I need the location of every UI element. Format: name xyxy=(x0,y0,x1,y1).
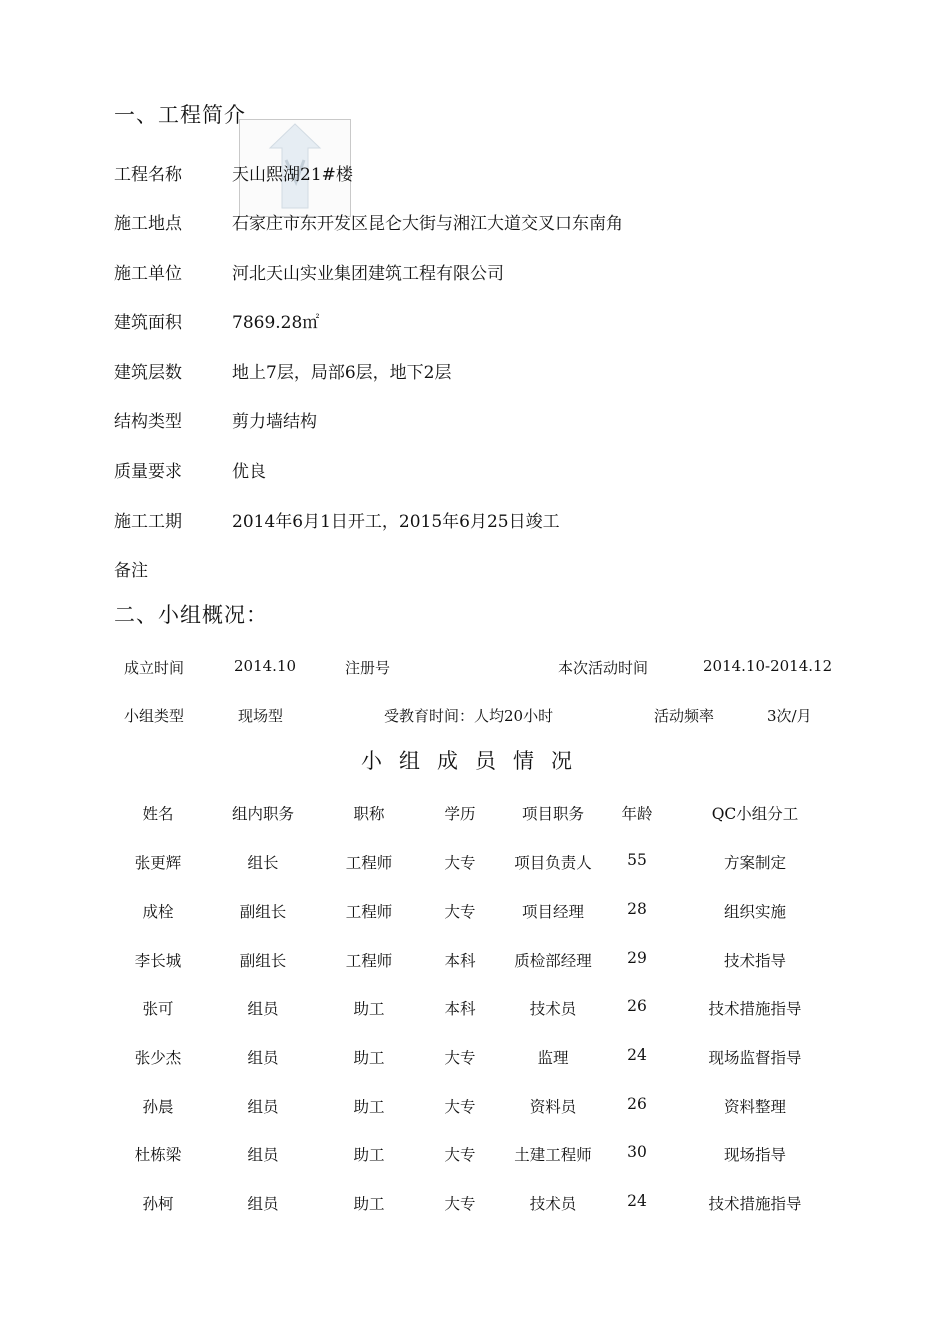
table-cell: 李长城 xyxy=(134,952,182,970)
table-cell: 项目经理 xyxy=(521,903,585,921)
header-cell: 项目职务 xyxy=(521,805,585,823)
table-cell: 组员 xyxy=(247,1146,279,1164)
table-cell: 组员 xyxy=(247,1098,279,1116)
table-cell: 本科 xyxy=(444,952,476,970)
info-value: 7869.28㎡ xyxy=(232,313,320,333)
table-cell: 组员 xyxy=(247,1049,279,1067)
header-cell: 年龄 xyxy=(621,805,653,823)
info-label: 工程名称 xyxy=(114,165,182,185)
section2-heading: 二、小组概况： xyxy=(114,603,268,627)
table-cell: 组长 xyxy=(247,854,279,872)
table-cell: 副组长 xyxy=(239,952,287,970)
table-cell: 质检部经理 xyxy=(514,952,592,970)
frequency-value: 3次/月 xyxy=(767,707,812,725)
table-cell: 资料整理 xyxy=(723,1098,787,1116)
table-row xyxy=(0,997,950,1023)
table-cell: 现场监督指导 xyxy=(708,1049,802,1067)
info-value: 天山熙湖21#楼 xyxy=(232,165,353,185)
table-cell: 工程师 xyxy=(345,952,393,970)
table-cell: 本科 xyxy=(444,1000,476,1018)
table-cell: 组员 xyxy=(247,1000,279,1018)
table-cell: 30 xyxy=(627,1143,647,1161)
table-cell: 方案制定 xyxy=(723,854,787,872)
info-value: 石家庄市东开发区昆仑大街与湘江大道交叉口东南角 xyxy=(232,214,623,234)
table-cell: 技术指导 xyxy=(723,952,787,970)
info-label: 建筑层数 xyxy=(114,363,182,383)
table-cell: 工程师 xyxy=(345,854,393,872)
table-cell: 大专 xyxy=(444,854,476,872)
activity-time-value: 2014.10-2014.12 xyxy=(703,657,833,675)
table-cell: 孙柯 xyxy=(142,1195,174,1213)
table-cell: 大专 xyxy=(444,1049,476,1067)
info-label: 质量要求 xyxy=(114,462,182,482)
group-type-value: 现场型 xyxy=(238,707,284,725)
table-cell: 技术措施指导 xyxy=(708,1000,802,1018)
table-row xyxy=(0,1046,950,1072)
table-cell: 组织实施 xyxy=(723,903,787,921)
table-cell: 张更辉 xyxy=(134,854,182,872)
table-cell: 24 xyxy=(627,1192,647,1210)
table-cell: 大专 xyxy=(444,1146,476,1164)
table-cell: 大专 xyxy=(444,903,476,921)
table-cell: 技术员 xyxy=(529,1195,577,1213)
info-label: 结构类型 xyxy=(114,412,182,432)
info-label: 施工单位 xyxy=(114,264,182,284)
table-cell: 助工 xyxy=(353,1098,385,1116)
members-header-row xyxy=(0,802,950,828)
table-cell: 助工 xyxy=(353,1049,385,1067)
table-cell: 55 xyxy=(627,851,647,869)
table-cell: 助工 xyxy=(353,1146,385,1164)
header-cell: 组内职务 xyxy=(231,805,295,823)
info-value: 优良 xyxy=(232,462,266,482)
info-value: 河北天山实业集团建筑工程有限公司 xyxy=(232,264,504,284)
table-cell: 28 xyxy=(627,900,647,918)
table-cell: 26 xyxy=(627,1095,647,1113)
table-cell: 张可 xyxy=(142,1000,174,1018)
table-row xyxy=(0,1143,950,1169)
table-cell: 杜栋梁 xyxy=(134,1146,182,1164)
table-cell: 工程师 xyxy=(345,903,393,921)
header-cell: 职称 xyxy=(353,805,385,823)
table-row xyxy=(0,1192,950,1218)
table-row xyxy=(0,949,950,975)
section1-heading: 一、工程简介 xyxy=(114,103,246,127)
members-table-title: 小组成员情况 xyxy=(361,749,589,773)
info-value: 地上7层，局部6层，地下2层 xyxy=(232,363,452,383)
established-label: 成立时间 xyxy=(124,659,185,677)
header-cell: 学历 xyxy=(444,805,476,823)
table-cell: 资料员 xyxy=(529,1098,577,1116)
frequency-label: 活动频率 xyxy=(654,707,715,725)
activity-time-label: 本次活动时间 xyxy=(558,659,649,677)
header-cell: 姓名 xyxy=(142,805,174,823)
table-cell: 29 xyxy=(627,949,647,967)
table-cell: 监理 xyxy=(537,1049,569,1067)
group-type-label: 小组类型 xyxy=(124,707,185,725)
note-label: 备注 xyxy=(114,561,148,581)
table-cell: 技术措施指导 xyxy=(708,1195,802,1213)
table-cell: 副组长 xyxy=(239,903,287,921)
table-row xyxy=(0,851,950,877)
table-cell: 助工 xyxy=(353,1000,385,1018)
table-row xyxy=(0,1095,950,1121)
table-cell: 张少杰 xyxy=(134,1049,182,1067)
education-time: 受教育时间：人均20小时 xyxy=(384,707,554,725)
info-label: 施工工期 xyxy=(114,512,182,532)
table-cell: 现场指导 xyxy=(723,1146,787,1164)
table-cell: 孙晨 xyxy=(142,1098,174,1116)
table-cell: 助工 xyxy=(353,1195,385,1213)
table-cell: 大专 xyxy=(444,1195,476,1213)
table-cell: 组员 xyxy=(247,1195,279,1213)
info-value: 2014年6月1日开工，2015年6月25日竣工 xyxy=(232,512,560,532)
table-cell: 大专 xyxy=(444,1098,476,1116)
table-cell: 26 xyxy=(627,997,647,1015)
header-cell: QC小组分工 xyxy=(711,805,799,823)
table-cell: 24 xyxy=(627,1046,647,1064)
table-cell: 土建工程师 xyxy=(514,1146,592,1164)
table-cell: 技术员 xyxy=(529,1000,577,1018)
info-label: 施工地点 xyxy=(114,214,182,234)
info-label: 建筑面积 xyxy=(114,313,182,333)
registration-label: 注册号 xyxy=(345,659,391,677)
info-value: 剪力墙结构 xyxy=(232,412,317,432)
table-cell: 成栓 xyxy=(142,903,174,921)
established-value: 2014.10 xyxy=(234,657,297,675)
table-row xyxy=(0,900,950,926)
table-cell: 项目负责人 xyxy=(514,854,592,872)
